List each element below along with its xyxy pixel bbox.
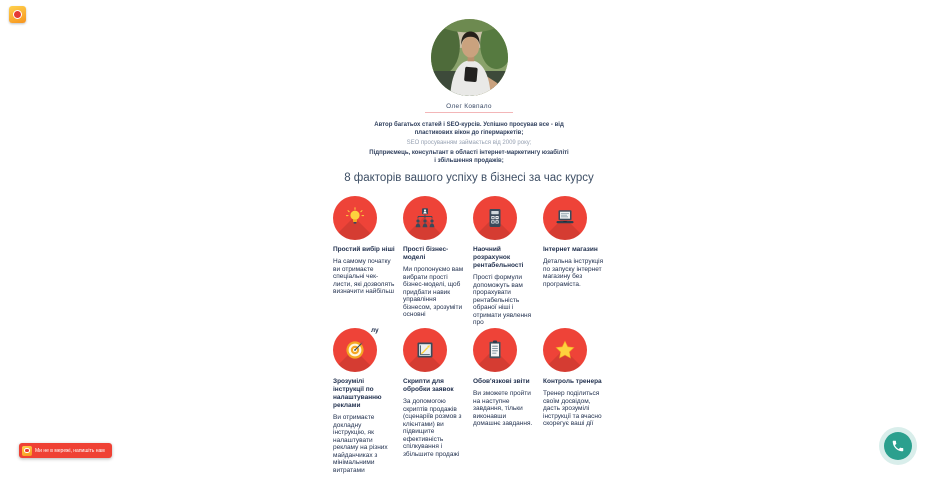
feature-card-sales-scripts [403,328,465,474]
feature-title: Обов'язкові звіти [473,378,530,385]
author-avatar-photo [431,19,508,96]
feature-card-niche [333,196,395,328]
name-underline-divider [425,112,513,113]
feature-body: Детальна інструкція по запуску інтернет магазину без програміста. [543,258,604,288]
feature-card-coach-control [543,328,605,474]
author-bio-line3: Підприємець, консультант в області інтернет-маркетингу юзабіліті і збільшення продажів; [369,150,569,164]
author-bio-line1: Автор багатьох статей і SEO-курсів. Успішно просував все - від пластикових вікон до гіпермаркетів; [374,122,564,136]
chat-status-text: Ми не в мережі, напишіть нам [35,447,105,454]
feature-body: Ви отримаєте докладну інструкцію, як налаштувати рекламу на різних майданчиках з мінімальними витратами [333,414,388,474]
clipboard-icon [473,328,517,372]
feature-card-profitability [473,196,535,328]
feature-body: За допомогою скриптів продажів (сценаріїв розмов з клієнтами) ви підвищите ефективність спілкування і збільшите продажі [403,398,462,458]
feature-body: Ми пропонуємо вам вибрати прості бізнес-моделі, щоб придбати навик управління бізнесом, зрозуміти основні [403,266,464,318]
section-heading: 8 факторів вашого успіху в бізнесі за час курсу [344,172,594,184]
phone-icon [891,439,905,453]
star-icon [543,328,587,372]
feature-title: Зрозумілі інструкції по налаштуванню реклами [333,378,382,409]
avatar-illustration [431,19,508,96]
feature-title: Простий вибір ніші [333,246,395,253]
author-name: Олег Ковпало [446,103,492,110]
feature-body: На самому початку ви отримаєте спеціальні чек-листи, які дозволять визначити найбільш [333,258,395,295]
laptop-icon [543,196,587,240]
chat-logo-dot [13,10,22,19]
org-chart-icon [403,196,447,240]
chat-logo-dot [24,448,30,454]
feature-title: Прості бізнес-моделі [403,246,449,261]
author-header [0,0,938,165]
features-grid [333,196,605,474]
feature-card-reports [473,328,535,474]
feature-body: Ви зможете пройти на наступне завдання, тільки виконавши домашнє завдання. [473,390,533,427]
feature-title: Інтернет магазин [543,246,598,253]
chat-logo-icon [22,446,32,456]
bulb-icon [333,196,377,240]
feature-title: Скрипти для обробки заявок [403,378,454,393]
feature-card-business-models [403,196,465,328]
clipped-text-fragment: лу [371,327,379,334]
feature-card-online-store [543,196,605,328]
feature-card-ads-setup [333,328,395,474]
callback-button[interactable] [884,432,912,460]
chat-status-badge[interactable] [19,443,112,458]
sales-chart-icon [403,328,447,372]
feature-body: Тренер поділиться своїм досвідом, дасть зрозумілі інструкції та вчасно скорегує ваші дії [543,390,602,427]
feature-body: Прості формули допоможуть вам прорахувати рентабельність обраної ніші і отримати уявлення про [473,274,532,326]
target-icon [333,328,377,372]
chat-widget-mini-icon[interactable] [9,6,26,23]
feature-title: Контроль тренера [543,378,602,385]
feature-title: Наочний розрахунок рентабельності [473,246,524,269]
author-bio-line2: SEO просуванням займається від 2009 року; [406,140,532,146]
calculator-icon [473,196,517,240]
